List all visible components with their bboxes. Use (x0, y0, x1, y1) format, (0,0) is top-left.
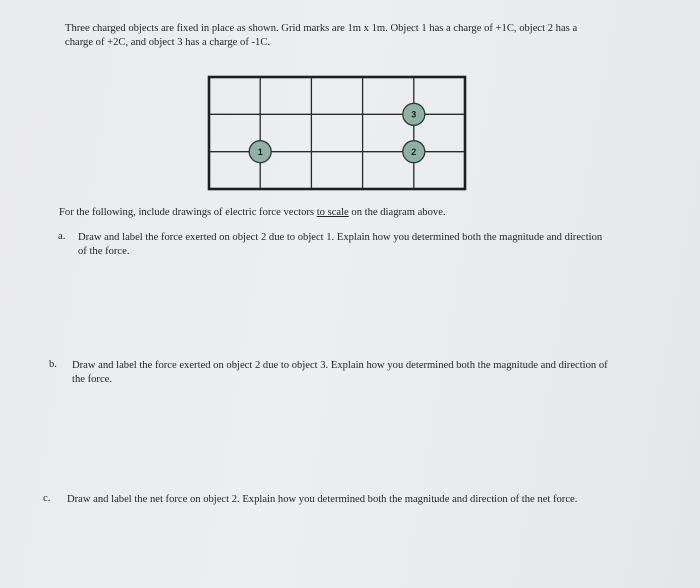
charge-grid-diagram (206, 74, 468, 192)
grid-lines (209, 77, 465, 189)
object-2-label: 2 (411, 146, 417, 157)
charged-objects (249, 103, 425, 162)
question-a-text: Draw and label the force exerted on object 2 due to object 1. Explain how you determined both the magnitude and direction of the force. (78, 232, 603, 257)
object-3-label: 3 (411, 109, 417, 120)
grid-border (209, 77, 465, 189)
object-2 (403, 141, 425, 163)
instruction-after: on the diagram above. (348, 207, 446, 218)
instruction-text (59, 206, 619, 220)
instruction-before: For the following, include drawings of electric force vectors (59, 207, 317, 218)
object-1 (249, 141, 271, 163)
problem-intro: Three charged objects are fixed in place as shown. Grid marks are 1m x 1m. Object 1 has a charge of +1C, object 2 has a charge of +2C, and object 3 has a charge of -1C. (65, 23, 578, 48)
question-b-marker: b. (49, 359, 57, 370)
question-c-marker: c. (43, 493, 51, 504)
object-1-label: 1 (257, 146, 263, 157)
question-b-text: Draw and label the force exerted on object 2 due to object 3. Explain how you determined both the magnitude and direction of the force. (72, 360, 608, 385)
question-a-marker: a. (58, 231, 66, 242)
object-3 (403, 103, 425, 125)
instruction-underlined: to scale (316, 207, 349, 218)
question-c-text: Draw and label the net force on object 2. Explain how you determined both the magnitude and direction of the net force. (67, 494, 578, 505)
